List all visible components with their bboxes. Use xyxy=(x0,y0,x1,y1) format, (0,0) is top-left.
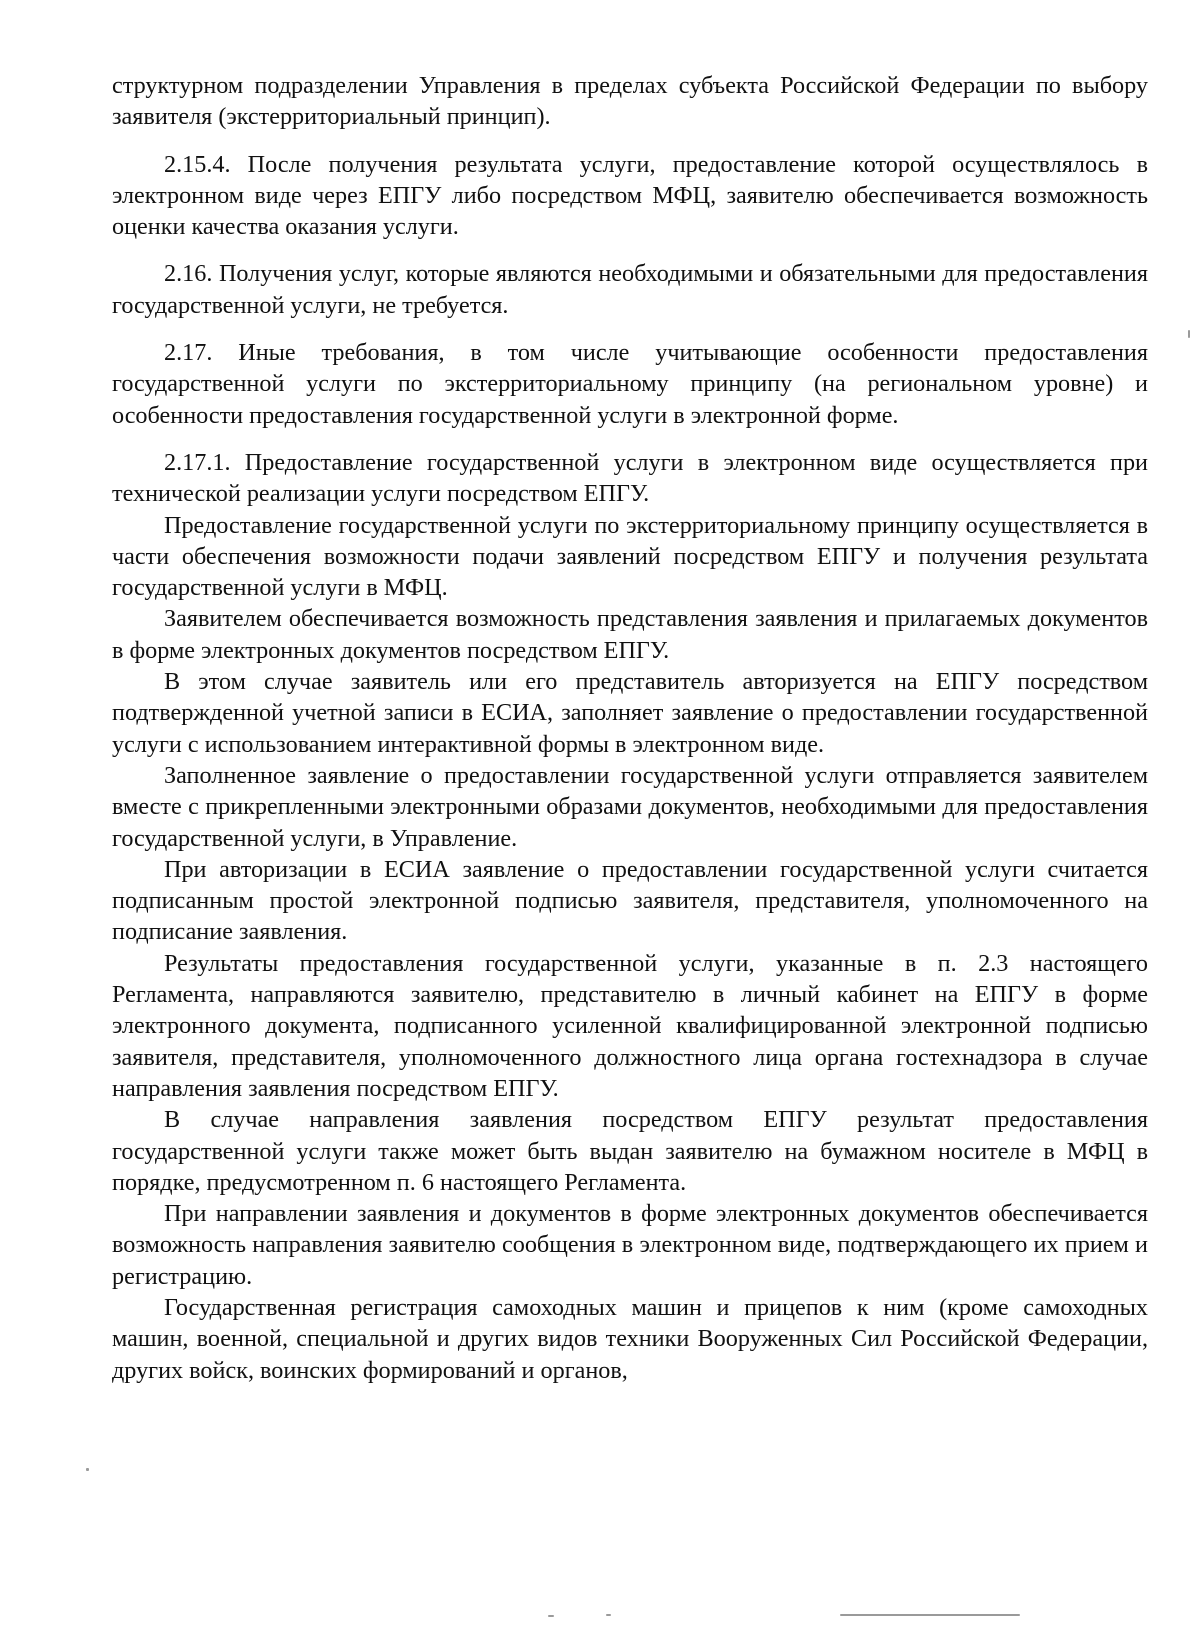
paragraph-2-17: 2.17. Иные требования, в том числе учитывающие особенности предоставления государственной услуги по экстерриториальному принципу (на региональном уровне) и особенности предоставления государственной услуги в электронной форме. xyxy=(112,339,1148,429)
document-page xyxy=(112,70,1148,1386)
scan-artifact xyxy=(86,1468,89,1471)
scan-artifact xyxy=(1188,330,1190,338)
paragraph-2-15-4: 2.15.4. После получения результата услуги, предоставление которой осуществлялось в электронном виде через ЕПГУ либо посредством МФЦ, заявителю обеспечивается возможность оценки качества оказания услуги. xyxy=(112,150,1148,241)
paragraph-applicant-submission: Заявителем обеспечивается возможность представления заявления и прилагаемых документов в форме электронных документов посредством ЕПГУ. xyxy=(112,605,1148,664)
paragraph-esia-authorization: В этом случае заявитель или его представитель авторизуется на ЕПГУ посредством подтвержденной учетной записи в ЕСИА, заполняет заявление о предоставлении государственной услуги с использованием интерактивной формы в электронном виде. xyxy=(112,668,1148,758)
paragraph-continuation: структурном подразделении Управления в пределах субъекта Российской Федерации по выбору заявителя (экстерриториальный принцип). xyxy=(112,72,1148,131)
paragraph-2-17-1: 2.17.1. Предоставление государственной услуги в электронном виде осуществляется при технической реализации услуги посредством ЕПГУ. xyxy=(112,448,1148,508)
paragraph-receipt-notification: При направлении заявления и документов в форме электронных документов обеспечивается возможность направления заявителю сообщения в электронном виде, подтверждающего их прием и регистрацию. xyxy=(112,1200,1148,1290)
paragraph-paper-result: В случае направления заявления посредством ЕПГУ результат предоставления государственной услуги также может быть выдан заявителю на бумажном носителе в МФЦ в порядке, предусмотренном п. 6 настоящего Регламента. xyxy=(112,1106,1148,1196)
paragraph-simple-signature: При авторизации в ЕСИА заявление о предоставлении государственной услуги считается подписанным простой электронной подписью заявителя, представителя, уполномоченного на подписание заявления. xyxy=(112,855,1148,946)
scan-artifact xyxy=(840,1614,1020,1616)
paragraph-results-delivery: Результаты предоставления государственной услуги, указанные в п. 2.3 настоящего Регламента, направляются заявителю, представителю в личный кабинет на ЕПГУ в форме электронного документа, подписанного усиленной квалифицированной электронной подписью заявителя, представителя, уполномоченного должностного лица органа гостехнадзора в случае направления заявления посредством ЕПГУ. xyxy=(112,949,1148,1102)
paragraph-state-registration: Государственная регистрация самоходных машин и прицепов к ним (кроме самоходных машин, военной, специальной и других видов техники Вооруженных Сил Российской Федерации, других войск, воинских формирований и органов, xyxy=(112,1293,1148,1384)
scan-artifact xyxy=(548,1615,554,1617)
paragraph-2-16: 2.16. Получения услуг, которые являются необходимыми и обязательными для предоставления государственной услуги, не требуется. xyxy=(112,260,1148,319)
paragraph-extraterritorial: Предоставление государственной услуги по экстерриториальному принципу осуществляется в части обеспечения возможности подачи заявлений посредством ЕПГУ и получения результата государственной услуги в МФЦ. xyxy=(112,511,1148,602)
paragraph-filled-application: Заполненное заявление о предоставлении государственной услуги отправляется заявителем вместе с прикрепленными электронными образами документов, необходимыми для предоставления государственной услуги, в Управление. xyxy=(112,761,1148,852)
scan-artifact xyxy=(606,1614,611,1616)
